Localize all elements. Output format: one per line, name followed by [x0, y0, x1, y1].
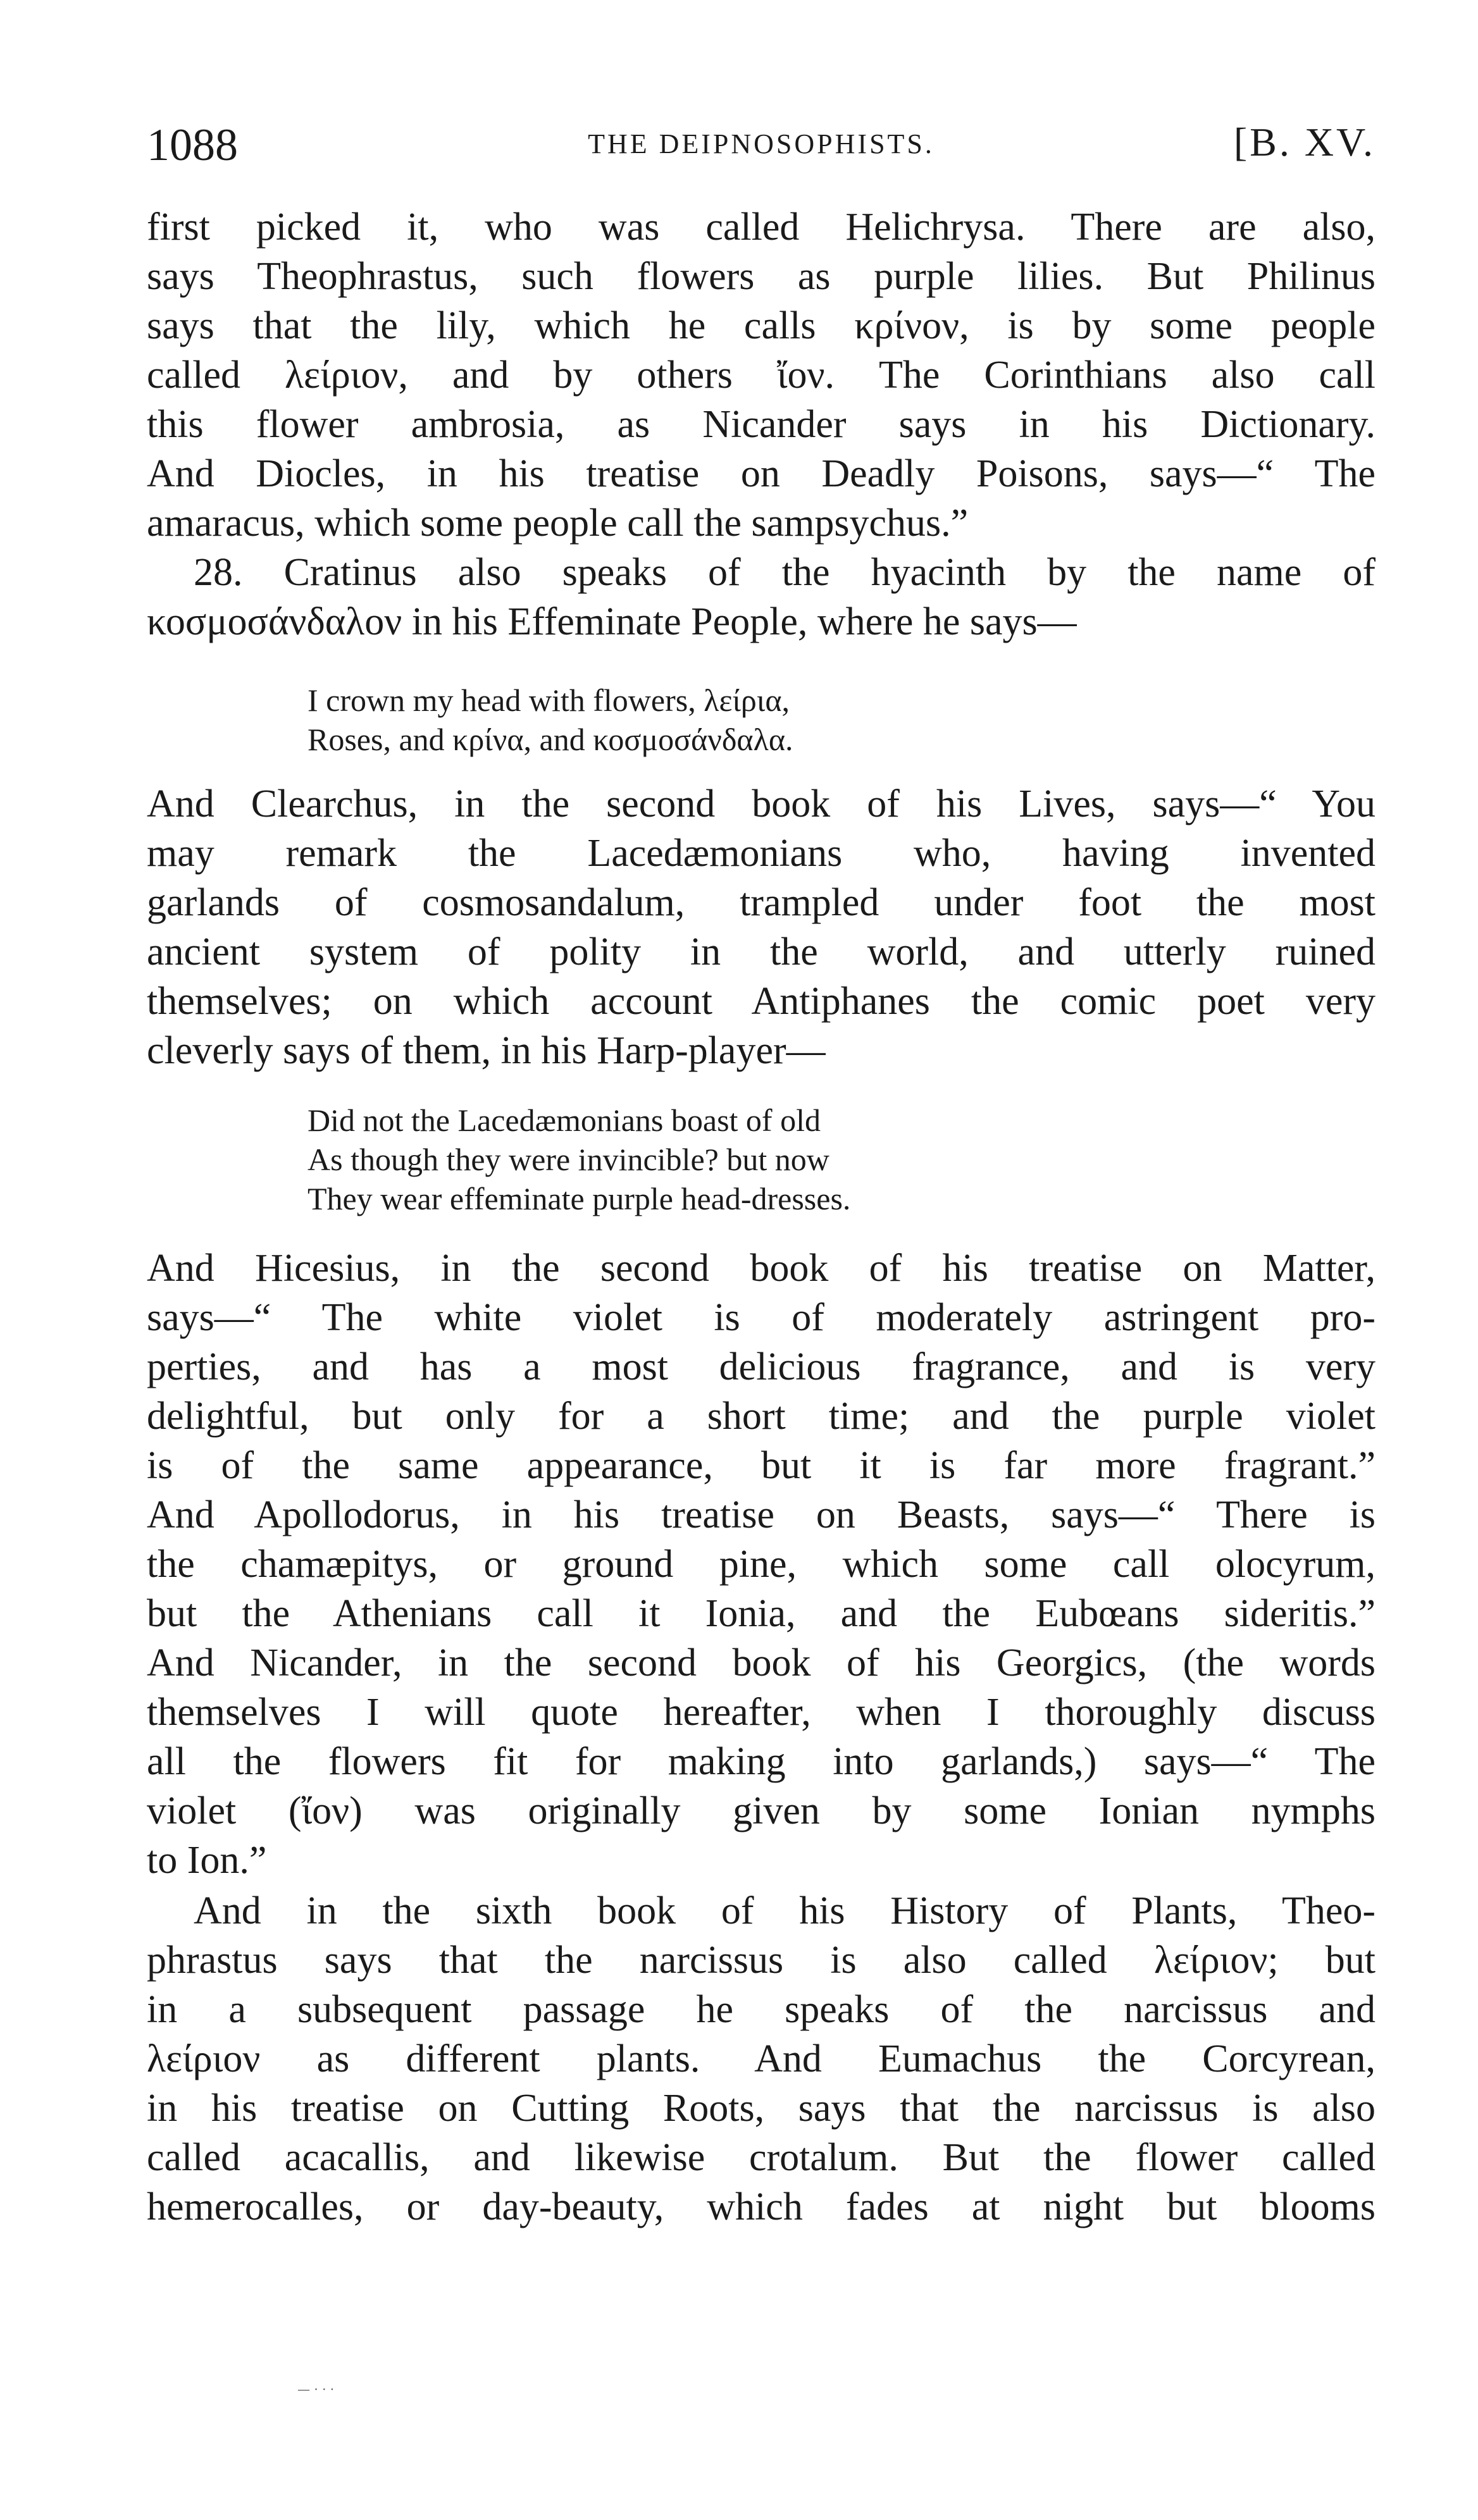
- text-line: is of the same appearance, but it is far more fragrant.”: [147, 1444, 1376, 1487]
- text-line: says Theophrastus, such flowers as purple lilies. But Philinus: [147, 255, 1376, 298]
- text-line: violet (ἴον) was originally given by some Ionian nymphs: [147, 1789, 1376, 1832]
- text-line: garlands of cosmosandalum, trampled under foot the most: [147, 881, 1376, 924]
- paragraph-1: [147, 202, 1376, 548]
- verse-line: Did not the Lacedæmonians boast of old: [307, 1102, 821, 1138]
- text-line: delightful, but only for a short time; and the purple violet: [147, 1395, 1376, 1438]
- book-label: [B. XV.: [1233, 120, 1376, 164]
- text-line: called acacallis, and likewise crotalum. But the flower called: [147, 2136, 1376, 2179]
- verse-line: As though they were invincible? but now: [307, 1142, 829, 1177]
- text-line: called λείριον, and by others ἴον. The Corinthians also call: [147, 354, 1376, 397]
- text-line: says that the lily, which he calls κρίνον, is by some people: [147, 304, 1376, 347]
- text-line: And Diocles, in his treatise on Deadly Poisons, says—“ The: [147, 452, 1376, 495]
- text-line: κοσμοσάνδαλον in his Effeminate People, where he says—: [147, 600, 1077, 643]
- text-line: may remark the Lacedæmonians who, having invented: [147, 832, 1376, 875]
- text-line: And Hicesius, in the second book of his treatise on Matter,: [147, 1247, 1376, 1290]
- text-line: to Ion.”: [147, 1839, 267, 1882]
- text-line: hemerocalles, or day-beauty, which fades at night but blooms: [147, 2185, 1376, 2228]
- paragraph-section-28: [147, 548, 1376, 646]
- text-line: all the flowers fit for making into garlands,) says—“ The: [147, 1740, 1376, 1783]
- text-line: And Clearchus, in the second book of his Lives, says—“ You: [147, 782, 1376, 825]
- text-line: And Apollodorus, in his treatise on Beasts, says—“ There is: [147, 1493, 1376, 1536]
- text-line: the chamæpitys, or ground pine, which some call olocyrum,: [147, 1543, 1376, 1586]
- text-line: And in the sixth book of his History of Plants, Theo-: [194, 1889, 1376, 1932]
- running-title: THE DEIPNOSOPHISTS.: [588, 128, 935, 159]
- text-line: first picked it, who was called Helichrysa. There are also,: [147, 206, 1376, 249]
- text-line: And Nicander, in the second book of his Georgics, (the words: [147, 1641, 1376, 1684]
- text-line: themselves; on which account Antiphanes the comic poet very: [147, 980, 1376, 1023]
- text-line: themselves I will quote hereafter, when I thoroughly discuss: [147, 1691, 1376, 1734]
- text-line: phrastus says that the narcissus is also called λείριον; but: [147, 1939, 1376, 1982]
- page-header: [147, 119, 1376, 176]
- text-line: says—“ The white violet is of moderately astringent pro-: [147, 1296, 1376, 1339]
- page-number: 1088: [147, 120, 238, 170]
- verse-quotation-1: [147, 681, 1478, 759]
- text-line: amaracus, which some people call the sampsychus.”: [147, 502, 969, 545]
- scan-mark: — · · ·: [297, 2381, 335, 2397]
- verse-line: Roses, and κρίνα, and κοσμοσάνδαλα.: [307, 722, 793, 757]
- verse-quotation-2: [147, 1101, 1478, 1218]
- text-line: this flower ambrosia, as Nicander says in his Dictionary.: [147, 403, 1376, 446]
- text-line: but the Athenians call it Ionia, and the Eubœans sideritis.”: [147, 1592, 1376, 1635]
- text-line: ancient system of polity in the world, and utterly ruined: [147, 930, 1376, 973]
- text-line: in a subsequent passage he speaks of the narcissus and: [147, 1988, 1376, 2031]
- text-line: λείριον as different plants. And Eumachus the Corcyrean,: [147, 2037, 1376, 2080]
- verse-line: They wear effeminate purple head-dresses.: [307, 1181, 851, 1216]
- verse-line: I crown my head with flowers, λείρια,: [307, 682, 790, 718]
- text-line: perties, and has a most delicious fragrance, and is very: [147, 1345, 1376, 1388]
- text-line: cleverly says of them, in his Harp-player—: [147, 1029, 826, 1072]
- paragraph-hicesius: [147, 1244, 1376, 1885]
- text-line: in his treatise on Cutting Roots, says that the narcissus is also: [147, 2087, 1376, 2130]
- text-line: 28. Cratinus also speaks of the hyacinth by the name of: [194, 551, 1376, 594]
- paragraph-history-of-plants: [147, 1886, 1376, 2232]
- paragraph-clearchus: [147, 779, 1376, 1075]
